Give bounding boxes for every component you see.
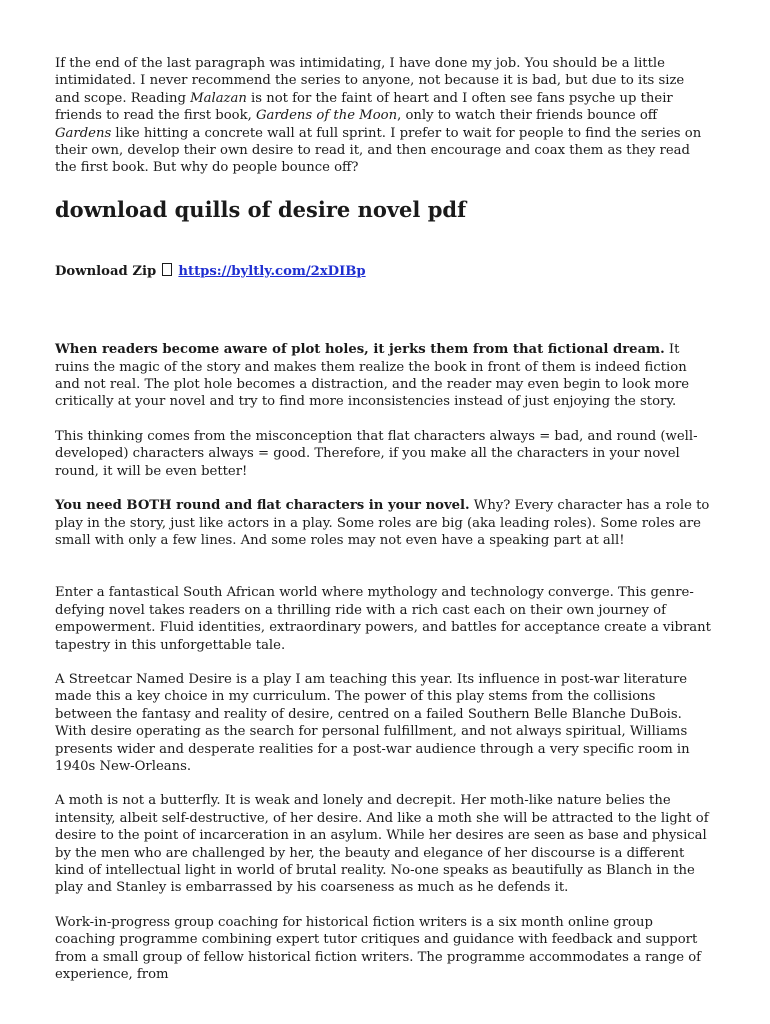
page-heading: download quills of desire novel pdf: [55, 196, 467, 222]
both-characters-bold: You need BOTH round and flat characters in your novel.: [55, 498, 470, 514]
intro-em-gardens-moon: Gardens of the Moon: [255, 108, 398, 124]
intro-text-2: is not for the faint of heart and I often see fans psyche up their friends to read the first book,: [55, 90, 673, 124]
intro-text-4: like hitting a concrete wall at full sprint. I prefer to wait for people to find the series on their own, develop their own desire to read it, and then encourage and coax them as they read the first book. But why do people bounce off?: [55, 125, 702, 176]
coaching-paragraph: Work-in-progress group coaching for historical fiction writers is a six month online group coaching programme combining expert tutor critiques and guidance with feedback and support from a small group of fellow historical fiction writers. The programme accommodates a range of experience, from: [55, 914, 702, 983]
flat-characters-paragraph: This thinking comes from the misconception that flat characters always = bad, and round (well-developed) characters always = good. Therefore, if you make all the characters in your novel round, it will be even better!: [55, 428, 698, 479]
streetcar-paragraph: A Streetcar Named Desire is a play I am teaching this year. Its influence in post-war literature made this a key choice in my curriculum. The power of this play stems from the collisions between the fantasy and reality of desire, centred on a failed Southern Belle Blanche DuBois. With desire operating as the search for personal fulfillment, and not always spiritual, Williams presents wider and desperate realities for a post-war audience through a very specific room in 1940s New-Orleans.: [55, 671, 690, 774]
both-characters-text: Why? Every character has a role to play in the story, just like actors in a play. Some roles are big (aka leading roles). Some roles are small with only a few lines. And some roles may not even have a speaking part at all!: [55, 498, 710, 548]
plot-holes-bold: When readers become aware of plot holes, it jerks them from that fictional dream.: [55, 342, 665, 358]
both-characters-paragraph: [55, 497, 712, 549]
download-line: [55, 263, 712, 280]
download-link[interactable]: https://byltly.com/2xDIBp: [178, 263, 366, 279]
plot-holes-text: It ruins the magic of the story and makes them realize the book in front of them is indeed fiction and not real. The plot hole becomes a distraction, and the reader may even begin to look more critically at your novel and try to find more inconsistencies instead of just enjoying the story.: [55, 342, 690, 410]
intro-paragraph: [55, 55, 712, 177]
intro-text-1: If the end of the last paragraph was intimidating, I have done my job. You should be a little intimidated. I never recommend the series to anyone, not because it is bad, but due to its size and scope. Reading: [55, 56, 685, 106]
intro-em-malazan: Malazan: [190, 90, 247, 106]
download-label: Download Zip: [55, 263, 157, 279]
spacer: [55, 280, 712, 341]
box-glyph-icon: [162, 263, 172, 276]
plot-holes-paragraph: [55, 341, 712, 411]
intro-em-gardens: Gardens: [55, 125, 112, 141]
south-africa-paragraph: Enter a fantastical South African world where mythology and technology converge. This genre-defying novel takes readers on a thrilling ride with a rich cast each on their own journey of empowerment. Fluid identities, extraordinary powers, and battles for acceptance create a vibrant tapestry in this unforgettable tale.: [55, 585, 711, 653]
moth-paragraph: A moth is not a butterfly. It is weak and lonely and decrepit. Her moth-like nature belies the intensity, albeit self-destructive, of her desire. And like a moth she will be attracted to the light of desire to the point of incarceration in an asylum. While her desires are seen as base and physical by the men who are challenged by her, the beauty and elegance of her discourse is a different kind of intellectual light in world of brutal reality. No-one speaks as beautifully as Blanch in the play and Stanley is embarrassed by his coarseness as much as he defends it.: [55, 793, 709, 896]
intro-text-3: , only to watch their friends bounce off: [397, 108, 658, 124]
